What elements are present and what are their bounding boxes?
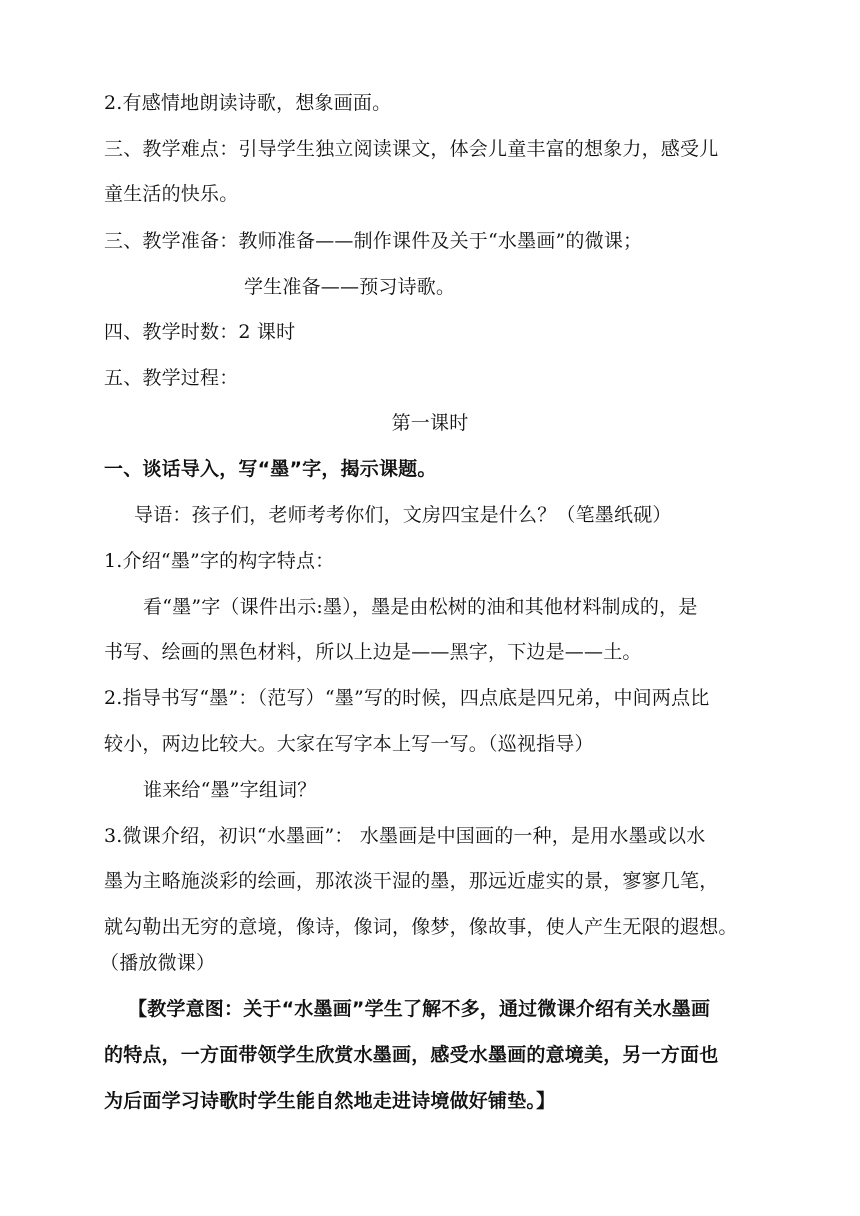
difficulty-line-2: 童生活的快乐。 — [104, 183, 239, 205]
teaching-intent-line-3: 为后面学习诗歌时学生能自然地走进诗境做好铺垫。】 — [104, 1090, 556, 1112]
step-1-text-2: 书写、绘画的黑色材料，所以上边是——黑字，下边是——土。 — [104, 641, 642, 663]
teaching-process-heading: 五、教学过程： — [104, 367, 239, 389]
step-1-heading: 1.介绍“墨”字的构字特点： — [104, 550, 335, 572]
teaching-hours: 四、教学时数：2 课时 — [104, 321, 296, 343]
difficulty-line-1: 三、教学难点：引导学生独立阅读课文，体会儿童丰富的想象力，感受儿 — [104, 138, 719, 160]
teaching-intent-line-2: 的特点，一方面带领学生欣赏水墨画，感受水墨画的意境美，另一方面也 — [104, 1044, 719, 1066]
step-2-text-2: 较小，两边比较大。大家在写字本上写一写。（巡视指导） — [104, 733, 594, 755]
preparation-line-2: 学生准备——预习诗歌。 — [244, 276, 456, 298]
step-2-text-3: 谁来给“墨”字组词？ — [143, 779, 317, 801]
step-1-text-1: 看“墨”字（课件出示:墨），墨是由松树的油和其他材料制成的，是 — [143, 596, 698, 618]
step-2-text-1: 2.指导书写“墨”：（范写）“墨”写的时候，四点底是四兄弟，中间两点比 — [104, 687, 710, 709]
lesson-title: 第一课时 — [391, 412, 469, 434]
step-3-text-3: 就勾勒出无穷的意境，像诗，像词，像梦，像故事，使人产生无限的遐想。 — [104, 916, 738, 938]
preparation-line-1: 三、教学准备：教师准备——制作课件及关于“水墨画”的微课； — [104, 230, 643, 252]
step-3-text-4: （播放微课） — [100, 952, 216, 974]
step-3-text-1: 3.微课介绍，初识“水墨画”： 水墨画是中国画的一种，是用水墨或以水 — [104, 825, 706, 847]
step-3-text-2: 墨为主略施淡彩的绘画，那浓淡干湿的墨，那远近虚实的景，寥寥几笔， — [104, 870, 719, 892]
section-heading-1: 一、谈话导入，写“墨”字，揭示课题。 — [104, 458, 437, 480]
intro-paragraph: 导语：孩子们，老师考考你们，文房四宝是什么？（笔墨纸砚） — [134, 504, 672, 526]
objective-line-2: 2.有感情地朗读诗歌，想象画面。 — [104, 92, 392, 114]
teaching-intent-line-1: 【教学意图：关于“水墨画”学生了解不多，通过微课介绍有关水墨画 — [128, 998, 711, 1020]
